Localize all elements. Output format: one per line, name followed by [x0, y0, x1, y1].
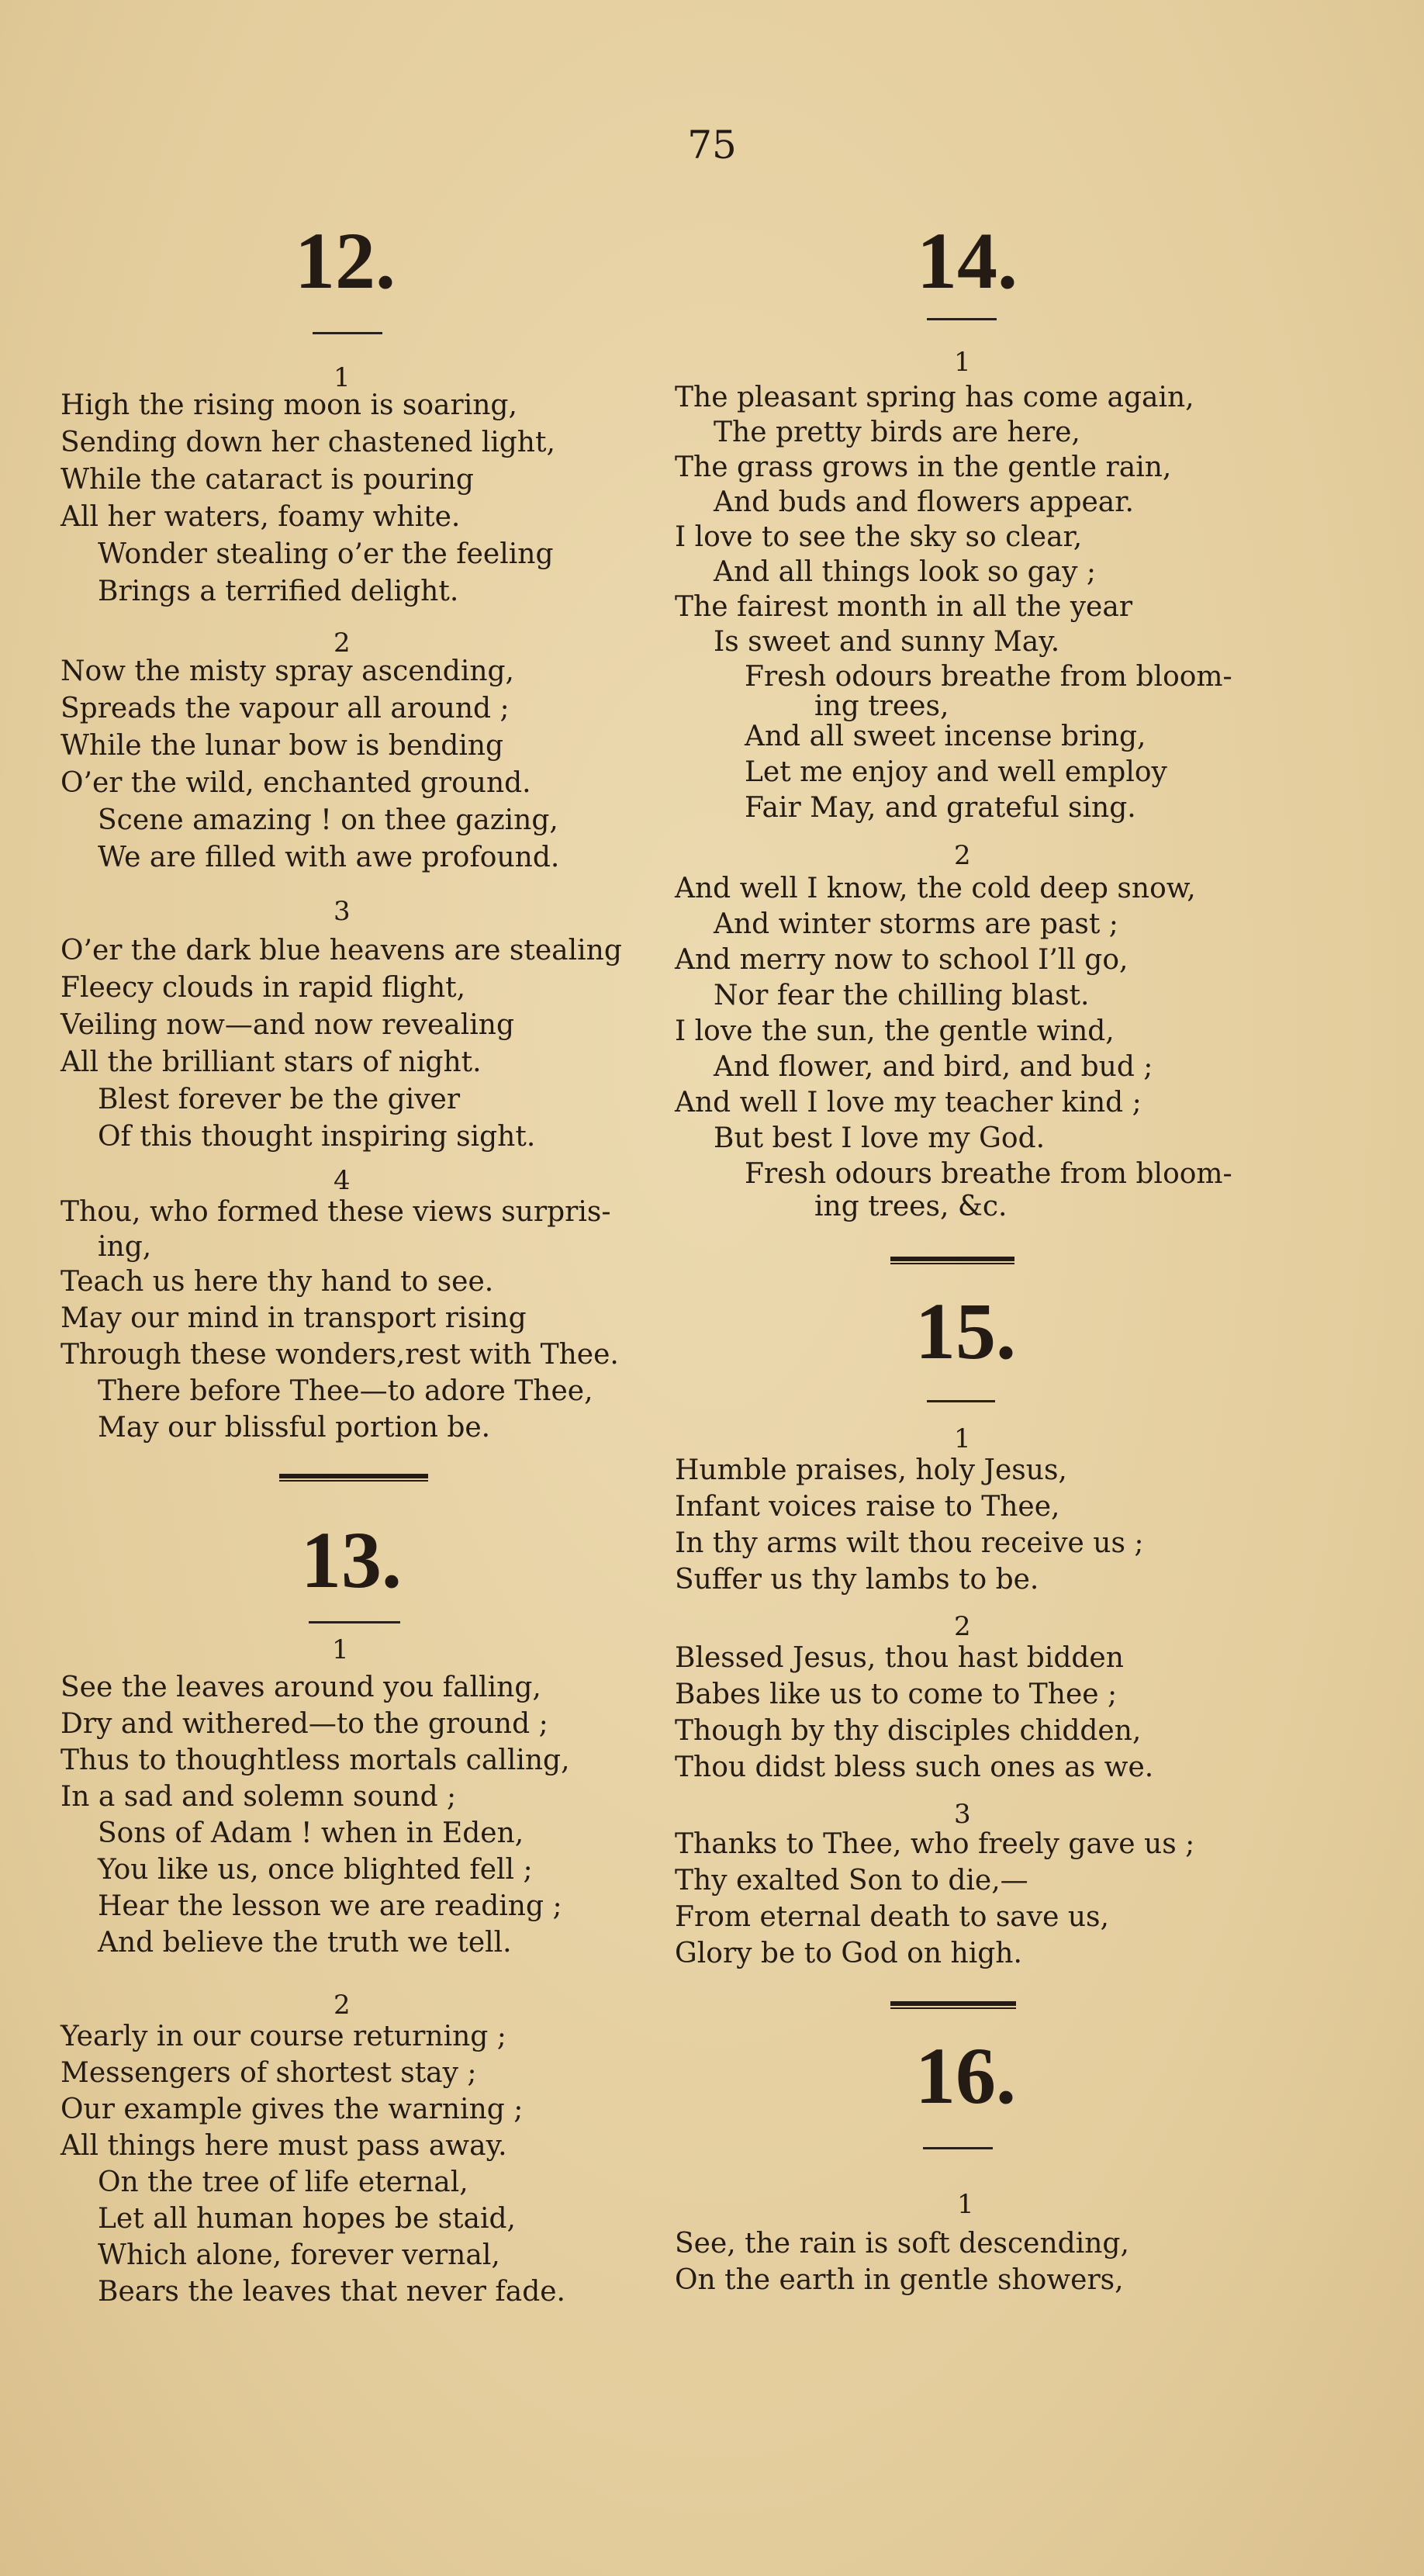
hymn-12-verse-1-number: 1	[334, 362, 351, 393]
hymn-14-number: 14.	[917, 216, 1018, 306]
verse-line: Blessed Jesus, thou hast bidden	[675, 1642, 1124, 1674]
verse-line: See the leaves around you falling,	[60, 1672, 541, 1703]
verse-line: I love to see the sky so clear,	[675, 521, 1083, 553]
verse-line: High the rising moon is soaring,	[60, 389, 517, 421]
verse-line: The pleasant spring has come again,	[675, 382, 1194, 413]
verse-line: Babes like us to come to Thee ;	[675, 1679, 1118, 1710]
verse-line: The fairest month in all the year	[675, 591, 1133, 623]
hymn-15-verse-3-number: 3	[954, 1799, 971, 1830]
verse-line: From eternal death to save us,	[675, 1901, 1109, 1933]
verse-line: There before Thee—to adore Thee,	[98, 1375, 593, 1407]
divider	[927, 318, 997, 320]
section-divider	[890, 2001, 1016, 2009]
verse-line: ing trees, &c.	[814, 1191, 1008, 1222]
hymn-15-verse-2-number: 2	[954, 1611, 971, 1642]
verse-line: And flower, and bird, and bud ;	[714, 1051, 1153, 1083]
verse-line: Veiling now—and now revealing	[60, 1009, 515, 1041]
verse-line: Of this thought inspiring sight.	[98, 1121, 536, 1153]
verse-line: Thus to thoughtless mortals calling,	[60, 1744, 570, 1776]
verse-line: Yearly in our course returning ;	[60, 2021, 506, 2052]
verse-line: Is sweet and sunny May.	[714, 626, 1060, 658]
hymn-12-verse-3-number: 3	[334, 896, 351, 927]
verse-line: Thou didst bless such ones as we.	[675, 1751, 1154, 1783]
verse-line: And buds and flowers appear.	[714, 486, 1134, 518]
hymn-14-verse-1-number: 1	[954, 347, 971, 378]
hymn-13-verse-2-number: 2	[334, 1990, 351, 2021]
divider	[923, 2147, 993, 2149]
verse-line: And well I know, the cold deep snow,	[675, 873, 1196, 904]
verse-line: And well I love my teacher kind ;	[675, 1087, 1142, 1119]
section-divider	[890, 1257, 1014, 1264]
hymn-13-verse-1-number: 1	[332, 1634, 349, 1665]
verse-line: Teach us here thy hand to see.	[60, 1266, 494, 1298]
verse-line: Now the misty spray ascending,	[60, 655, 514, 687]
verse-line: May our blissful portion be.	[98, 1412, 491, 1444]
verse-line: Bears the leaves that never fade.	[98, 2276, 565, 2308]
hymn-16-verse-1-number: 1	[957, 2189, 974, 2220]
verse-line: Glory be to God on high.	[675, 1938, 1022, 1969]
hymn-16-number: 16.	[915, 2031, 1016, 2121]
verse-line: And all things look so gay ;	[714, 556, 1097, 588]
verse-line: And merry now to school I’ll go,	[675, 944, 1128, 976]
verse-line: Which alone, forever vernal,	[98, 2239, 500, 2271]
verse-line: While the cataract is pouring	[60, 464, 474, 496]
verse-line: We are filled with awe profound.	[98, 842, 560, 873]
verse-line: Let all human hopes be staid,	[98, 2203, 516, 2235]
verse-line: Sending down her chastened light,	[60, 427, 555, 458]
verse-line: Infant voices raise to Thee,	[675, 1491, 1060, 1523]
verse-line: You like us, once blighted fell ;	[98, 1854, 533, 1886]
verse-line: And winter storms are past ;	[714, 908, 1118, 940]
verse-line: Fleecy clouds in rapid flight,	[60, 972, 466, 1004]
verse-line: ing,	[98, 1231, 152, 1263]
verse-line: Through these wonders,rest with Thee.	[60, 1339, 619, 1371]
verse-line: Let me enjoy and well employ	[745, 756, 1167, 788]
verse-line: On the tree of life eternal,	[98, 2166, 468, 2198]
verse-line: Humble praises, holy Jesus,	[675, 1454, 1067, 1486]
verse-line: Thy exalted Son to die,—	[675, 1865, 1028, 1897]
verse-line: Blest forever be the giver	[98, 1084, 461, 1115]
verse-line: O’er the dark blue heavens are stealing	[60, 935, 622, 966]
verse-line: See, the rain is soft descending,	[675, 2228, 1129, 2260]
verse-line: But best I love my God.	[714, 1122, 1046, 1154]
verse-line: The pretty birds are here,	[714, 417, 1080, 448]
hymn-15-verse-1-number: 1	[954, 1423, 971, 1454]
verse-line: Wonder stealing o’er the feeling	[98, 538, 554, 570]
verse-line: Suffer us thy lambs to be.	[675, 1564, 1039, 1596]
section-divider	[279, 1474, 428, 1482]
verse-line: O’er the wild, enchanted ground.	[60, 767, 531, 799]
verse-line: ing trees,	[814, 690, 949, 722]
hymn-14-verse-2-number: 2	[954, 840, 971, 871]
hymn-15-number: 15.	[915, 1287, 1016, 1376]
verse-line: All things here must pass away.	[60, 2130, 507, 2162]
verse-line: Thanks to Thee, who freely gave us ;	[675, 1828, 1195, 1860]
verse-line: And believe the truth we tell.	[98, 1927, 512, 1959]
verse-line: The grass grows in the gentle rain,	[675, 451, 1172, 483]
verse-line: And all sweet incense bring,	[745, 721, 1146, 752]
verse-line: Spreads the vapour all around ;	[60, 693, 510, 724]
verse-line: In thy arms wilt thou receive us ;	[675, 1527, 1144, 1559]
verse-line: In a sad and solemn sound ;	[60, 1781, 457, 1813]
verse-line: All the brilliant stars of night.	[60, 1046, 482, 1078]
hymn-12-verse-4-number: 4	[334, 1165, 351, 1196]
divider	[927, 1400, 995, 1402]
hymn-12-number: 12.	[295, 216, 396, 306]
page-number: 75	[687, 123, 737, 168]
verse-line: Dry and withered—to the ground ;	[60, 1708, 548, 1740]
verse-line: While the lunar bow is bending	[60, 730, 504, 762]
verse-line: On the earth in gentle showers,	[675, 2264, 1124, 2296]
verse-line: All her waters, foamy white.	[60, 501, 461, 533]
verse-line: Messengers of shortest stay ;	[60, 2057, 477, 2089]
divider	[313, 332, 382, 334]
hymn-13-number: 13.	[301, 1516, 402, 1605]
verse-line: Nor fear the chilling blast.	[714, 980, 1090, 1011]
verse-line: Sons of Adam ! when in Eden,	[98, 1817, 524, 1849]
hymn-12-verse-2-number: 2	[334, 628, 351, 659]
verse-line: Fresh odours breathe from bloom-	[745, 1158, 1232, 1190]
verse-line: Fair May, and grateful sing.	[745, 792, 1136, 824]
verse-line: Brings a terrified delight.	[98, 576, 459, 607]
verse-line: Scene amazing ! on thee gazing,	[98, 804, 558, 836]
verse-line: Thou, who formed these views surpris-	[60, 1196, 611, 1228]
verse-line: May our mind in transport rising	[60, 1302, 527, 1334]
verse-line: Fresh odours breathe from bloom-	[745, 661, 1232, 693]
verse-line: Hear the lesson we are reading ;	[98, 1890, 562, 1922]
verse-line: I love the sun, the gentle wind,	[675, 1015, 1115, 1047]
verse-line: Our example gives the warning ;	[60, 2094, 524, 2125]
divider	[309, 1621, 400, 1623]
verse-line: Though by thy disciples chidden,	[675, 1715, 1142, 1747]
